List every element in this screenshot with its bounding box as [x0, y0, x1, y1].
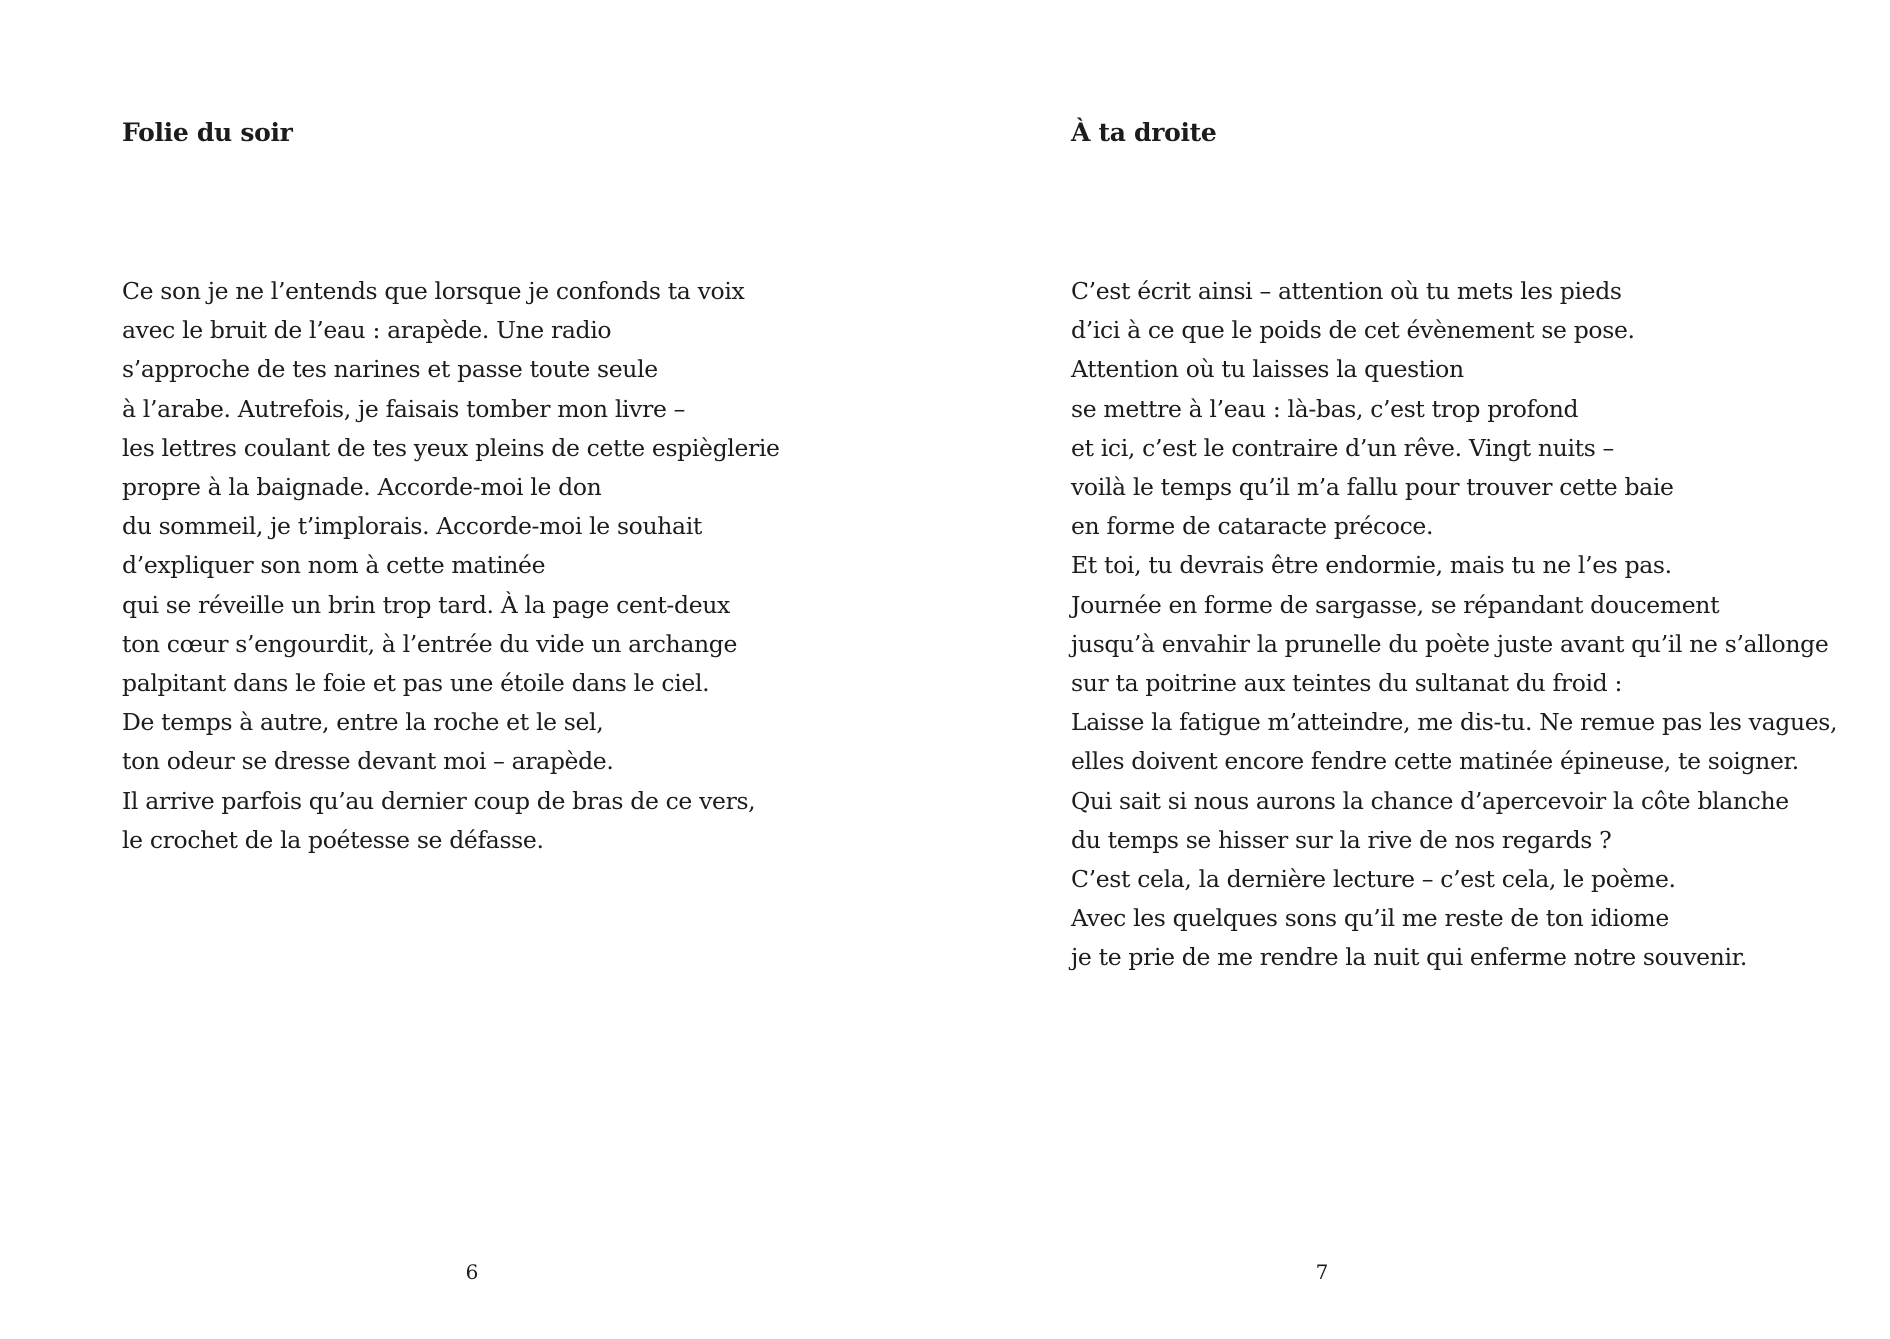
- poem-line: Qui sait si nous aurons la chance d’apercevoir la côte blanche: [1071, 786, 1789, 815]
- poem-line: elles doivent encore fendre cette matinée épineuse, te soigner.: [1071, 747, 1799, 776]
- right-page: [945, 0, 1890, 1339]
- poem-line: Laisse la fatigue m’atteindre, me dis-tu. Ne remue pas les vagues,: [1071, 708, 1838, 737]
- poem-line: les lettres coulant de tes yeux pleins de cette espièglerie: [122, 433, 780, 462]
- poem-line: Il arrive parfois qu’au dernier coup de bras de ce vers,: [122, 786, 756, 815]
- page-number: 7: [1315, 1260, 1329, 1284]
- poem-line: C’est écrit ainsi – attention où tu mets les pieds: [1071, 277, 1622, 305]
- poem-title: Folie du soir: [122, 118, 293, 147]
- poem-body: [122, 272, 780, 860]
- poem-line: d’ici à ce que le poids de cet évènement se pose.: [1071, 316, 1635, 345]
- poem-body: [1071, 272, 1837, 978]
- poem-line: le crochet de la poétesse se défasse.: [122, 825, 544, 854]
- poem-line: avec le bruit de l’eau : arapède. Une radio: [122, 316, 612, 345]
- poem-line: se mettre à l’eau : là-bas, c’est trop profond: [1071, 394, 1579, 423]
- poem-line: et ici, c’est le contraire d’un rêve. Vingt nuits –: [1071, 433, 1614, 462]
- poem-line: qui se réveille un brin trop tard. À la page cent-deux: [122, 590, 730, 619]
- poem-line: Ce son je ne l’entends que lorsque je confonds ta voix: [122, 277, 745, 305]
- poem-line: du sommeil, je t’implorais. Accorde-moi le souhait: [122, 512, 702, 541]
- page-number: 6: [465, 1260, 479, 1284]
- poem-line: Journée en forme de sargasse, se répandant doucement: [1071, 590, 1720, 619]
- poem-line: C’est cela, la dernière lecture – c’est cela, le poème.: [1071, 865, 1676, 894]
- poem-line: d’expliquer son nom à cette matinée: [122, 551, 546, 580]
- poem-line: s’approche de tes narines et passe toute seule: [122, 355, 658, 384]
- poem-line: Et toi, tu devrais être endormie, mais tu ne l’es pas.: [1071, 551, 1672, 580]
- poem-line: ton cœur s’engourdit, à l’entrée du vide un archange: [122, 629, 738, 658]
- poem-line: en forme de cataracte précoce.: [1071, 512, 1434, 541]
- poem-line: De temps à autre, entre la roche et le sel,: [122, 708, 604, 737]
- poem-title: À ta droite: [1071, 118, 1217, 147]
- poem-line: à l’arabe. Autrefois, je faisais tomber mon livre –: [122, 394, 686, 423]
- poem-line: je te prie de me rendre la nuit qui enferme notre souvenir.: [1071, 943, 1748, 972]
- poem-line: voilà le temps qu’il m’a fallu pour trouver cette baie: [1071, 473, 1674, 502]
- poem-line: sur ta poitrine aux teintes du sultanat du froid :: [1071, 669, 1623, 698]
- poem-line: palpitant dans le foie et pas une étoile dans le ciel.: [122, 669, 710, 698]
- poem-line: Avec les quelques sons qu’il me reste de ton idiome: [1071, 904, 1669, 933]
- poem-line: jusqu’à envahir la prunelle du poète juste avant qu’il ne s’allonge: [1071, 629, 1829, 658]
- poem-line: Attention où tu laisses la question: [1071, 355, 1464, 384]
- poem-line: ton odeur se dresse devant moi – arapède.: [122, 747, 614, 776]
- poem-line: propre à la baignade. Accorde-moi le don: [122, 473, 602, 502]
- poem-line: du temps se hisser sur la rive de nos regards ?: [1071, 825, 1612, 854]
